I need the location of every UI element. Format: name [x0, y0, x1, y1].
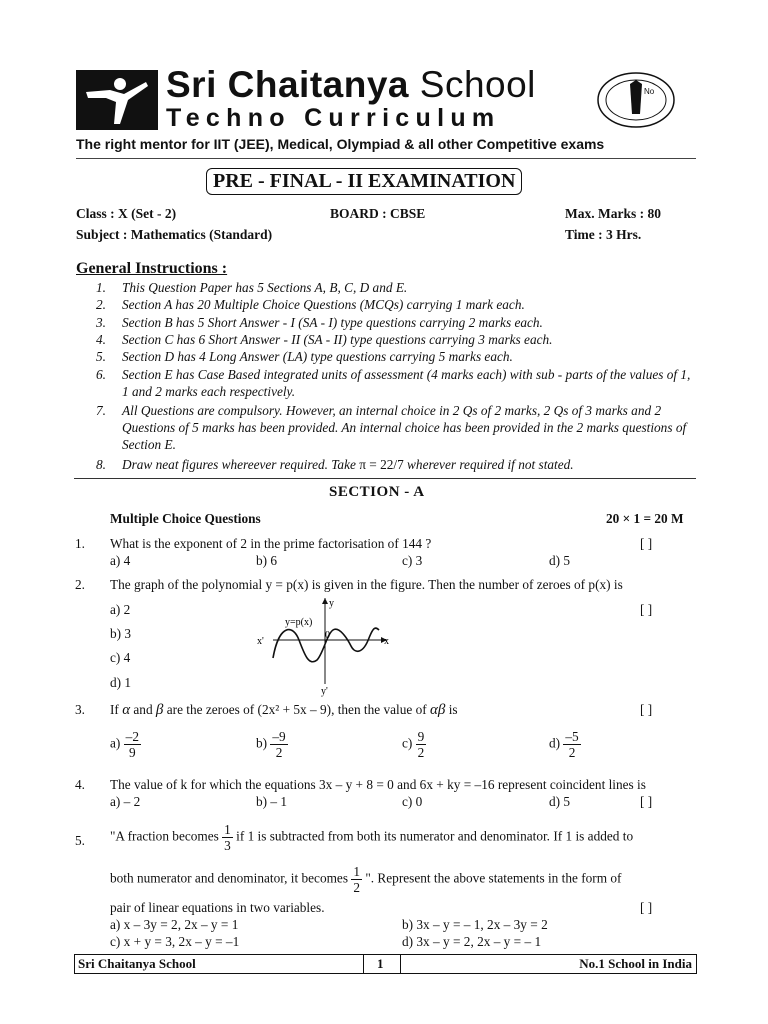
question-number: 5.: [75, 833, 85, 848]
max-marks-label: Max. Marks : 80: [565, 206, 661, 221]
board-label: BOARD : CBSE: [330, 206, 426, 221]
question-text: What is the exponent of 2 in the prime factorisation of 144 ?: [110, 536, 432, 551]
option-d: d) 5: [549, 553, 571, 568]
section-subtitle: Multiple Choice Questions: [110, 511, 261, 526]
option-b: b) 3: [110, 626, 132, 641]
svg-text:No: No: [644, 87, 655, 96]
answer-bracket[interactable]: [ ]: [640, 794, 653, 809]
question-number: 3.: [75, 702, 85, 717]
question-text-continued: both numerator and denominator, it becomes $\frac{1}{2}$ ". Represent the above statements in the form of: [110, 864, 622, 895]
x-axis-label: x: [384, 636, 389, 647]
question-text: If α and β are the zeroes of (2x² + 5x – 9), then the value of αβ is: [110, 702, 458, 718]
footer-school: Sri Chaitanya School: [78, 956, 196, 971]
pi-value: π = 22/7: [359, 457, 404, 472]
option-c: c) 3: [402, 553, 423, 568]
seal-icon: [596, 72, 676, 128]
general-instructions-heading: General Instructions :: [76, 260, 228, 277]
option-b: b) $\frac{-9}{2}$: [256, 729, 286, 760]
section-title: SECTION - A: [329, 484, 425, 500]
option-d: d) $\frac{-5}{2}$: [549, 729, 579, 760]
option-b: b) – 1: [256, 794, 288, 809]
option-a: a) 4: [110, 553, 131, 568]
option-b: b) 3x – y = – 1, 2x – 3y = 2: [402, 917, 548, 932]
answer-bracket[interactable]: [ ]: [640, 702, 653, 717]
question-number: 2.: [75, 577, 85, 592]
origin-label: 0: [325, 630, 330, 641]
y-neg-label: y': [321, 686, 328, 697]
option-d: d) 1: [110, 675, 132, 690]
question-text: "A fraction becomes $\frac{1}{3}$ if 1 is subtracted from both its numerator and denominator. If 1 is added to: [110, 822, 634, 853]
section-marks: 20 × 1 = 20 M: [606, 511, 684, 526]
footer-tagline: No.1 School in India: [579, 956, 692, 971]
footer-divider: [400, 955, 401, 973]
option-c: c) 0: [402, 794, 423, 809]
option-a: a) – 2: [110, 794, 141, 809]
question-text: The graph of the polynomial y = p(x) is given in the figure. Then the number of zeroes of p(x) is: [110, 577, 623, 592]
answer-bracket[interactable]: [ ]: [640, 900, 653, 915]
polynomial-graph: [255, 594, 395, 698]
time-label: Time : 3 Hrs.: [565, 227, 642, 242]
tagline: The right mentor for IIT (JEE), Medical, Olympiad & all other Competitive exams: [76, 136, 605, 152]
question-number: 4.: [75, 777, 85, 792]
curriculum-title: Techno Curriculum: [166, 104, 501, 132]
page-footer: [74, 954, 697, 974]
footer-divider: [363, 955, 364, 973]
x-neg-label: x': [257, 636, 264, 647]
question-text-continued: pair of linear equations in two variables.: [110, 900, 325, 915]
subject-label: Subject : Mathematics (Standard): [76, 227, 273, 242]
option-a: a) $\frac{-2}{9}$: [110, 729, 139, 760]
option-a: a) x – 3y = 2, 2x – y = 1: [110, 917, 239, 932]
runner-logo-icon: [76, 70, 158, 130]
school-seal: [596, 72, 676, 128]
option-c: c) 4: [110, 650, 131, 665]
class-label: Class : X (Set - 2): [76, 206, 177, 221]
school-logo: [76, 70, 158, 130]
page-number: 1: [377, 956, 384, 971]
section-divider: [74, 478, 696, 479]
option-c: c) x + y = 3, 2x – y = –1: [110, 934, 240, 949]
option-a: a) 2: [110, 602, 131, 617]
school-name: Sri Chaitanya School: [166, 64, 536, 105]
option-b: b) 6: [256, 553, 278, 568]
curve-label: y=p(x): [285, 617, 313, 628]
option-c: c) $\frac{9}{2}$: [402, 729, 425, 760]
question-text: The value of k for which the equations 3x – y + 8 = 0 and 6x + ky = –16 represent coincident lines is: [110, 777, 646, 792]
y-axis-label: y: [329, 598, 334, 609]
option-d: d) 5: [549, 794, 571, 809]
answer-bracket[interactable]: [ ]: [640, 536, 653, 551]
option-d: d) 3x – y = 2, 2x – y = – 1: [402, 934, 542, 949]
question-number: 1.: [75, 536, 85, 551]
answer-bracket[interactable]: [ ]: [640, 602, 653, 617]
header-divider: [76, 158, 696, 159]
y-axis-arrow-icon: [322, 598, 328, 604]
exam-title: PRE - FINAL - II EXAMINATION: [206, 168, 522, 195]
